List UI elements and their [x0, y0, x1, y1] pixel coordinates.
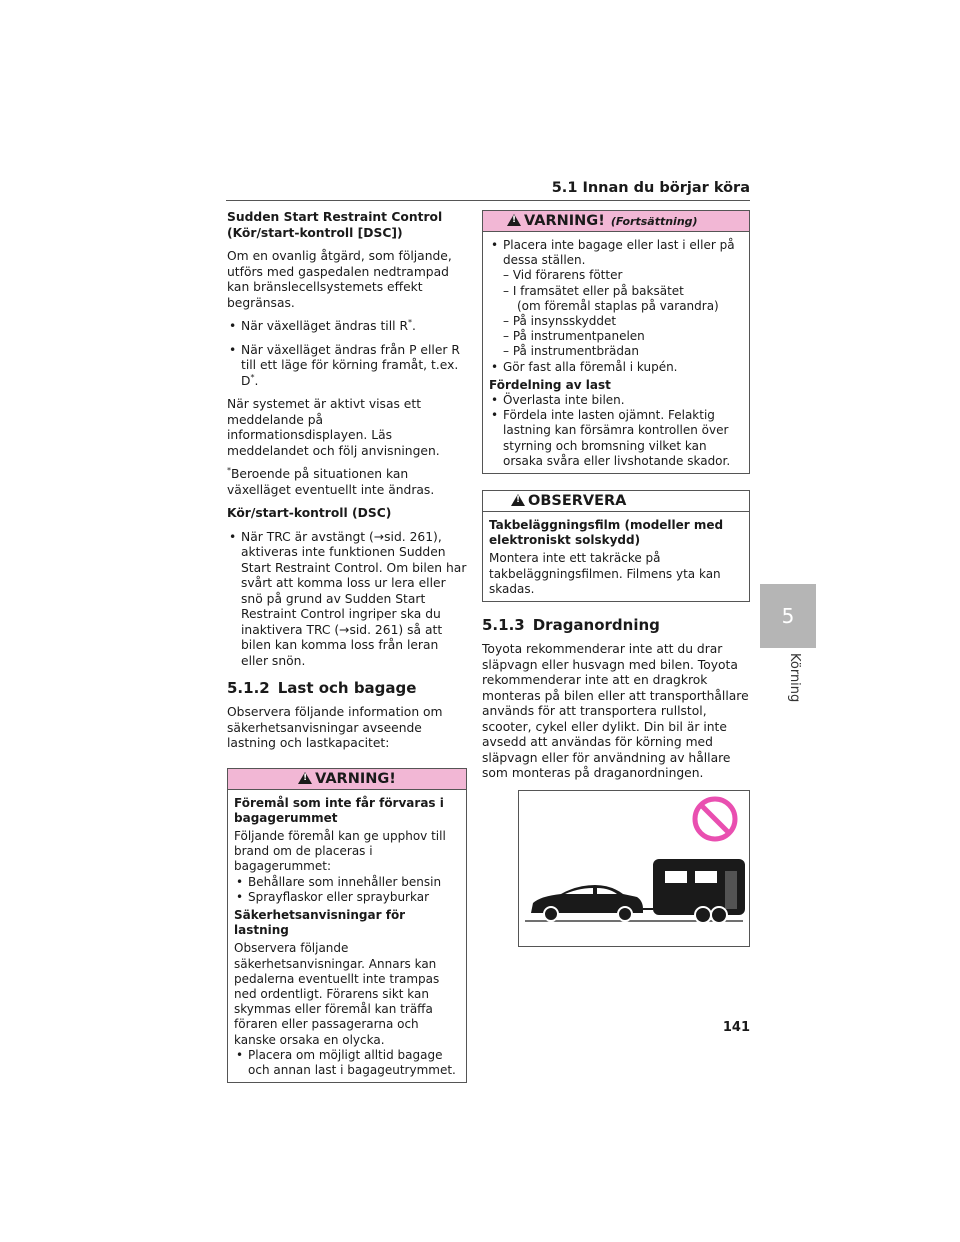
observera-header: !OBSERVERA: [483, 491, 749, 512]
caravan-icon: [653, 859, 745, 923]
towing-illustration: [518, 790, 750, 947]
cont-sub-3: – På insynsskyddet: [503, 314, 617, 329]
dsc-sub-title: Kör/start-kontroll (DSC): [227, 506, 392, 520]
warn-text-2: Observera följande säkerhetsanvisningar. Annars kan pedalerna eventuellt inte trampas ned ordentligt. Förarens sikt kan skymmas eller föremål kan träffa föraren eller passagerarna och kanske orsaka en olycka.: [234, 941, 440, 1047]
left-column: [227, 210, 467, 1093]
dsc-bullet-1: • När växelläget ändras till R*.: [227, 319, 467, 335]
cont-sub-4: – På instrumentpanelen: [503, 329, 645, 344]
heading-last: 5.1.2 Last och bagage: [227, 679, 417, 697]
warning-triangle-icon: [298, 772, 312, 784]
prohibited-icon: [695, 799, 735, 839]
warning-cont-header: !VARNING! (Fortsättning): [483, 211, 749, 232]
last-intro: Observera följande information om säkerhetsanvisningar avseende lastning och lastkapacitet:: [227, 705, 443, 750]
warn-heading-2: Säkerhetsanvisningar för lastning: [234, 907, 406, 938]
warning-box: [227, 768, 467, 1084]
cont-sub-1: – Vid förarens fötter: [503, 268, 623, 283]
dsc-intro: Om en ovanlig åtgärd, som följande, utförs med gaspedalen nedtrampad kan bränslecellsystemets effekt begränsas.: [227, 249, 452, 310]
header-rule: [226, 200, 750, 201]
warning-triangle-icon: [511, 494, 525, 506]
observera-text: Montera inte ett takräcke på takbeläggningsfilmen. Filmens yta kan skadas.: [489, 551, 721, 596]
cont-bullet-3: • Överlasta inte bilen.: [489, 393, 743, 408]
cont-bullet-4: • Fördela inte lasten ojämnt. Felaktig lastning kan försämra kontrollen över styrning och bromsning vilket kan orsaka svåra eller livshotande skador.: [489, 408, 743, 469]
warning-triangle-icon: [507, 214, 521, 226]
warn-text-1: Följande föremål kan ge upphov till brand om de placeras i bagagerummet:: [234, 828, 446, 874]
warn-heading-1: Föremål som inte får förvaras i bagagerummet: [234, 795, 444, 825]
cont-sub-2: – I framsätet eller på baksätet: [503, 283, 684, 298]
drag-text: Toyota rekommenderar inte att du drar släpvagn eller husvagn med bilen. Toyota rekommenderar inte att en dragkrok monteras på bilen eller att transporthållare används för att transportera rullstol, scooter, cykel eller dylikt. Din bil är inte avsedd att användas för körning med släpvagn eller för användning av hållare som monteras på draganordningen.: [482, 642, 749, 781]
warn-bullet-1: • Behållare som innehåller bensin: [234, 875, 460, 890]
chapter-label: Körning: [787, 653, 802, 703]
dsc-trc-bullet: • När TRC är avstängt (→sid. 261), aktiveras inte funktionen Sudden Start Restraint Control. Om bilen har svårt att komma loss ur lera eller snö på grund av Sudden Start Restraint Control ingriper ska du inaktivera TRC (→sid. 261) så att bilen kan komma loss från leran eller snön.: [227, 530, 467, 670]
section-header: 5.1 Innan du börjar köra: [551, 180, 750, 196]
cont-sub-5: – På instrumentbrädan: [503, 344, 639, 359]
cont-sub-2b: (om föremål staplas på varandra): [517, 298, 719, 313]
chapter-tab: 5: [760, 584, 816, 648]
right-column: [482, 210, 750, 947]
warning-header: !VARNING!: [228, 769, 466, 790]
car-icon: [531, 885, 653, 921]
dsc-title-2: (Kör/start-kontroll [DSC]): [227, 225, 403, 240]
warn-bullet-2: • Sprayflaskor eller sprayburkar: [234, 890, 460, 905]
dsc-message: När systemet är aktivt visas ett meddelande på informationsdisplayen. Läs meddelandet och följ anvisningen.: [227, 397, 440, 458]
observera-box: [482, 490, 750, 602]
heading-drag: 5.1.3 Draganordning: [482, 616, 660, 635]
dsc-bullet-2: • När växelläget ändras från P eller R till ett läge för körning framåt, t.ex. D*.: [227, 343, 467, 390]
dsc-title-1: Sudden Start Restraint Control: [227, 210, 443, 224]
cont-bullet-2: • Gör fast alla föremål i kupén.: [489, 360, 743, 375]
fordelning-heading: Fördelning av last: [489, 377, 611, 392]
dsc-footnote: *Beroende på situationen kan växelläget eventuellt inte ändras.: [227, 465, 435, 497]
warning-cont-box: [482, 210, 750, 474]
cont-bullet-1: • Placera inte bagage eller last i eller på dessa ställen.: [489, 238, 743, 268]
observera-heading: Takbeläggningsfilm (modeller med elektroniskt solskydd): [489, 518, 724, 548]
warn-bullet-3: • Placera om möjligt alltid bagage och annan last i bagageutrymmet.: [234, 1048, 460, 1078]
page-number: 141: [722, 1020, 750, 1035]
